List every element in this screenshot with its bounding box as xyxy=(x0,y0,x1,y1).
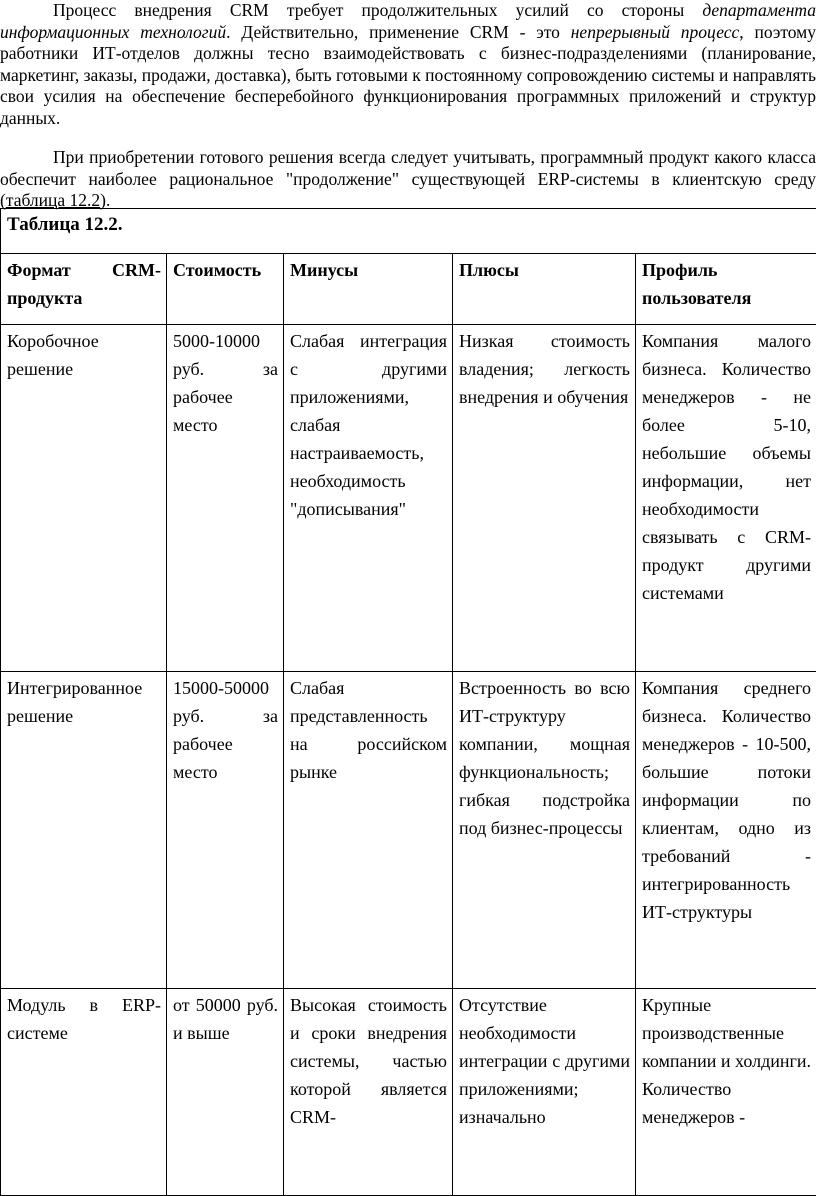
text-run: ). xyxy=(100,190,110,210)
table-reference-link[interactable]: таблица 12.2 xyxy=(6,190,100,210)
intro-paragraph-2 xyxy=(0,147,816,212)
table-row xyxy=(1,672,816,989)
table-cell: Компания малого бизнеса. Количество менеджеров - не более 5-10, небольшие объемы информации, нет необходимости связывать с CRM-продукт другими системами xyxy=(636,325,816,672)
table-cell: 5000-10000 руб. за рабочее место xyxy=(167,325,284,672)
table-cell: Коробочное решение xyxy=(1,325,167,672)
table-cell: 15000-50000 руб. за рабочее место xyxy=(167,672,284,989)
table-cell: Компания среднего бизнеса. Количество менеджеров - 10-500, большие потоки информации по клиентам, одно из требований - интегрированность ИТ-структуры xyxy=(636,672,816,989)
table-row xyxy=(1,989,816,1196)
table-header-row xyxy=(1,254,816,325)
header-cell: Профиль пользователя xyxy=(636,254,816,325)
table-cell: Низкая стоимость владения; легкость внедрения и обучения xyxy=(453,325,636,672)
table-cell: Слабая интеграция с другими приложениями, слабая настраиваемость, необходимость "дописывания" xyxy=(284,325,453,672)
table-cell: Интегрированное решение xyxy=(1,672,167,989)
text-run: При приобретении готового решения всегда следует учитывать, программный продукт какого класса обеспечит наиболее рациональное "продолжение" существующей ERP-системы в клиентскую среду ( xyxy=(0,147,816,210)
header-cell: Минусы xyxy=(284,254,453,325)
header-cell: Плюсы xyxy=(453,254,636,325)
italic-term: непрерывный процесс xyxy=(571,22,740,42)
text-run: Процесс внедрения CRM требует продолжительных усилий со стороны xyxy=(53,0,702,20)
italic-term: департамента информационных технологий xyxy=(0,0,816,42)
header-cell: Стоимость xyxy=(167,254,284,325)
header-cell: Формат CRM-продукта xyxy=(1,254,167,325)
table-cell: Встроенность во всю ИТ-структуру компании, мощная функциональность; гибкая подстройка под бизнес-процессы xyxy=(453,672,636,989)
crm-comparison-table xyxy=(0,208,816,1196)
table-cell: Модуль в ERP-системе xyxy=(1,989,167,1196)
table-cell: от 50000 руб. и выше xyxy=(167,989,284,1196)
table-cell: Высокая стоимость и сроки внедрения системы, частью которой является CRM- xyxy=(284,989,453,1196)
table-cell: Крупные производственные компании и холдинги. Количество менеджеров - xyxy=(636,989,816,1196)
table-cell: Отсутствие необходимости интеграции с другими приложениями; изначально xyxy=(453,989,636,1196)
text-run: . Действительно, применение CRM - это xyxy=(226,22,571,42)
table-row xyxy=(1,325,816,672)
text-run: , поэтому работники ИТ-отделов должны тесно взаимодействовать с бизнес-подразделениями (планирование, маркетинг, заказы, продажи, доставка), быть готовыми к постоянному сопровождению системы и направлять свои усилия на обеспечение бесперебойного функционирования программных приложений и структур данных. xyxy=(0,22,816,128)
table-caption: Таблица 12.2. xyxy=(1,209,816,254)
table-caption-row xyxy=(1,209,816,254)
table-cell: Слабая представленность на российском рынке xyxy=(284,672,453,989)
intro-paragraph-1 xyxy=(0,0,816,129)
